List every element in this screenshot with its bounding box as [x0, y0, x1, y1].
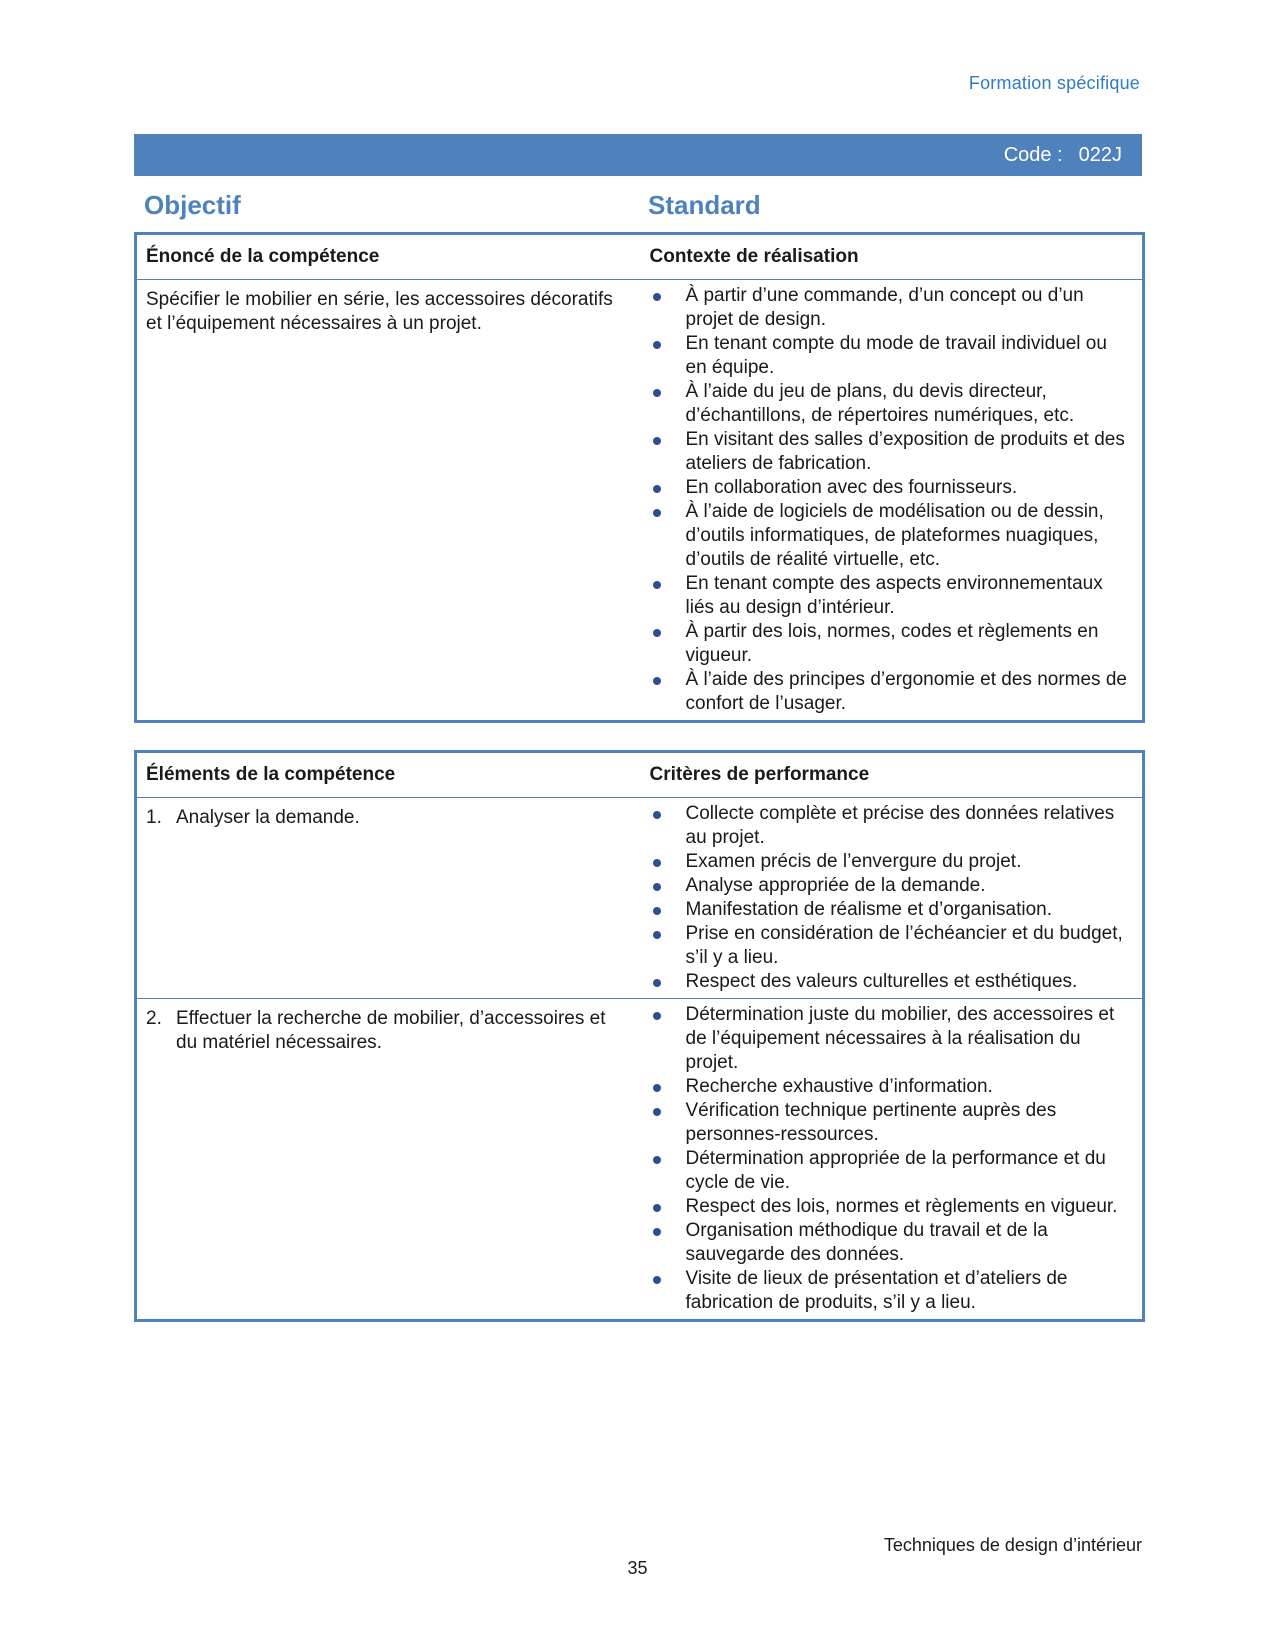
bullet-icon	[653, 1156, 661, 1164]
list-item: À partir d’une commande, d’un concept ou d’un projet de design.	[640, 284, 1133, 332]
bullet-icon	[653, 1228, 661, 1236]
element-number: 2.	[146, 1008, 162, 1029]
list-item: Détermination juste du mobilier, des accessoires et de l’équipement nécessaires à la réalisation du projet.	[640, 1003, 1133, 1075]
standard-heading: Standard	[648, 190, 761, 220]
code-label: Code :	[1003, 143, 1063, 166]
list-item: Organisation méthodique du travail et de la sauvegarde des données.	[640, 1219, 1133, 1267]
list-item: À partir des lois, normes, codes et règlements en vigueur.	[640, 620, 1133, 668]
page-number: 35	[627, 1558, 648, 1578]
list-item: Manifestation de réalisme et d’organisation.	[640, 898, 1133, 922]
list-item: Prise en considération de l’échéancier et du budget, s’il y a lieu.	[640, 922, 1133, 970]
footer-title: Techniques de design d’intérieur	[883, 1535, 1142, 1555]
bullet-icon	[653, 1084, 661, 1092]
bullet-icon	[653, 1204, 661, 1212]
bullet-icon	[653, 677, 661, 685]
bullet-icon	[653, 293, 661, 301]
bullet-icon	[653, 341, 661, 349]
list-item: Vérification technique pertinente auprès des personnes-ressources.	[640, 1099, 1133, 1147]
bullet-icon	[653, 1012, 661, 1020]
bullet-icon	[653, 485, 661, 493]
table-row	[136, 798, 1144, 999]
list-item: Respect des valeurs culturelles et esthétiques.	[640, 970, 1133, 994]
list-item: Recherche exhaustive d’information.	[640, 1075, 1133, 1099]
competence-table	[134, 232, 1145, 723]
element-2	[137, 999, 640, 1055]
bullet-icon	[653, 1108, 661, 1116]
criteria-header: Critères de performance	[649, 764, 870, 785]
competence-statement: Spécifier le mobilier en série, les accessoires décoratifs et l’équipement nécessaires à un projet.	[146, 289, 613, 334]
element-text: Analyser la demande.	[176, 807, 360, 828]
code-value: 022J	[1078, 143, 1122, 166]
code-bar	[134, 134, 1142, 176]
bullet-icon	[653, 931, 661, 939]
criteria-list	[640, 999, 1143, 1319]
list-item: En collaboration avec des fournisseurs.	[640, 476, 1133, 500]
list-item: En tenant compte des aspects environnementaux liés au design d’intérieur.	[640, 572, 1133, 620]
context-list	[640, 280, 1143, 720]
list-item: Collecte complète et précise des données relatives au projet.	[640, 802, 1133, 850]
bullet-icon	[653, 581, 661, 589]
bullet-icon	[653, 859, 661, 867]
elements-header: Éléments de la compétence	[146, 764, 396, 785]
bullet-icon	[653, 979, 661, 987]
performance-table	[134, 750, 1145, 1322]
list-item: Respect des lois, normes et règlements en vigueur.	[640, 1195, 1133, 1219]
bullet-icon	[653, 1276, 661, 1284]
running-header: Formation spécifique	[968, 73, 1140, 93]
element-number: 1.	[146, 807, 162, 828]
list-item: En tenant compte du mode de travail individuel ou en équipe.	[640, 332, 1133, 380]
bullet-icon	[653, 907, 661, 915]
bullet-icon	[653, 629, 661, 637]
statement-header: Énoncé de la compétence	[146, 246, 380, 267]
table-row	[136, 999, 1144, 1321]
list-item: Analyse appropriée de la demande.	[640, 874, 1133, 898]
bullet-icon	[653, 389, 661, 397]
bullet-icon	[653, 883, 661, 891]
list-item: En visitant des salles d’exposition de produits et des ateliers de fabrication.	[640, 428, 1133, 476]
objectif-heading: Objectif	[144, 190, 241, 220]
criteria-list	[640, 798, 1143, 998]
list-item: À l’aide de logiciels de modélisation ou de dessin, d’outils informatiques, de plateformes nuagiques, d’outils de réalité virtuelle, etc.	[640, 500, 1133, 572]
bullet-icon	[653, 811, 661, 819]
list-item: Détermination appropriée de la performance et du cycle de vie.	[640, 1147, 1133, 1195]
bullet-icon	[653, 437, 661, 445]
element-text: Effectuer la recherche de mobilier, d’accessoires et du matériel nécessaires.	[176, 1008, 606, 1053]
list-item: Visite de lieux de présentation et d’ateliers de fabrication de produits, s’il y a lieu.	[640, 1267, 1133, 1315]
list-item: Examen précis de l’envergure du projet.	[640, 850, 1133, 874]
context-header: Contexte de réalisation	[649, 246, 859, 267]
list-item: À l’aide du jeu de plans, du devis directeur, d’échantillons, de répertoires numériques, etc.	[640, 380, 1133, 428]
element-1	[137, 798, 640, 830]
list-item: À l’aide des principes d’ergonomie et des normes de confort de l’usager.	[640, 668, 1133, 716]
bullet-icon	[653, 509, 661, 517]
